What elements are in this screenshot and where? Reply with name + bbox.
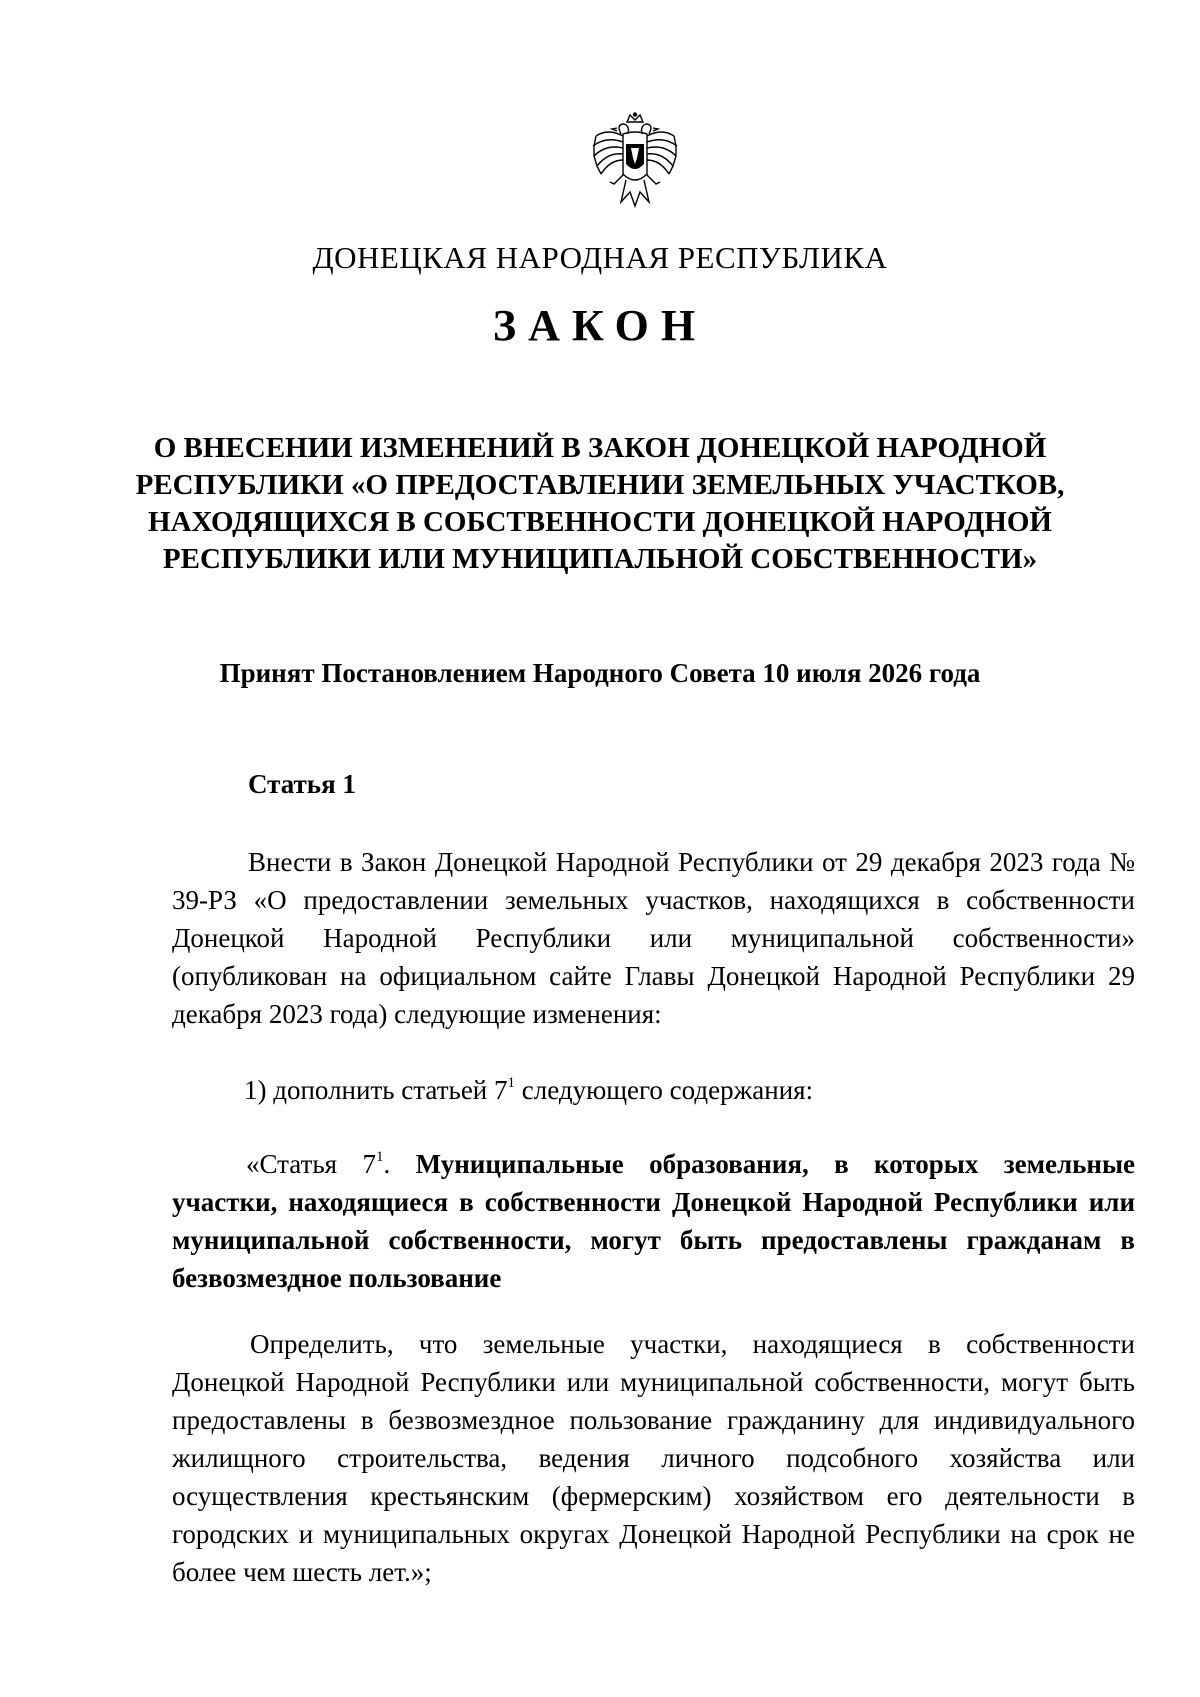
new-article-label: «Статья 7 [246, 1149, 376, 1179]
new-article-heading [172, 1145, 1135, 1297]
amendment-item [172, 1071, 1135, 1109]
law-title-line: РЕСПУБЛИКИ ИЛИ МУНИЦИПАЛЬНОЙ СОБСТВЕННОСТИ» [162, 543, 1038, 575]
republic-name: ДОНЕЦКАЯ НАРОДНАЯ РЕСПУБЛИКА [312, 240, 888, 275]
document-type: ЗАКОН [492, 301, 708, 350]
superscript: 1 [507, 1075, 516, 1091]
adoption-note: Принят Постановлением Народного Совета 10 июля 2026 года [219, 658, 981, 688]
amendment-item-text: следующего содержания: [515, 1075, 814, 1105]
article-heading: Статья 1 [248, 769, 356, 799]
coat-of-arms-icon [590, 112, 680, 216]
new-article-dot: . [383, 1149, 416, 1179]
article-paragraph: Определить, что земельные участки, находящиеся в собственности Донецкой Народной Республики или муниципальной собственности, могут быть предоставлены в безвозмездное пользование гражданину для индивидуального жилищного строительства, ведения личного подсобного хозяйства или осуществления крестьянским (фермерским) хозяйством его деятельности в городских и муниципальных округах Донецкой Народной Республики на срок не более чем шесть лет.»; [172, 1329, 1135, 1587]
law-title-line: О ВНЕСЕНИИ ИЗМЕНЕНИЙ В ЗАКОН ДОНЕЦКОЙ НАРОДНОЙ [153, 432, 1047, 464]
amendment-item-text: 1) дополнить статьей 7 [244, 1075, 508, 1105]
new-article-title: Муниципальные образования, в которых земельные участки, находящиеся в собственности Донецкой Народной Республики или муниципальной собственности, могут быть предоставлены гражданам в безвозмездное пользование [172, 1149, 1136, 1293]
superscript: 1 [375, 1149, 384, 1165]
law-title-line: РЕСПУБЛИКИ «О ПРЕДОСТАВЛЕНИИ ЗЕМЕЛЬНЫХ УЧАСТКОВ, [135, 469, 1065, 501]
law-title-line: НАХОДЯЩИХСЯ В СОБСТВЕННОСТИ ДОНЕЦКОЙ НАРОДНОЙ [148, 506, 1052, 538]
law-title [0, 430, 1200, 578]
article-paragraph: Внести в Закон Донецкой Народной Республики от 29 декабря 2023 года № 39-РЗ «О предоставлении земельных участков, находящихся в собственности Донецкой Народной Республики или муниципальной собственности» (опубликован на официальном сайте Главы Донецкой Народной Республики 29 декабря 2023 года) следующие изменения: [172, 847, 1135, 1029]
